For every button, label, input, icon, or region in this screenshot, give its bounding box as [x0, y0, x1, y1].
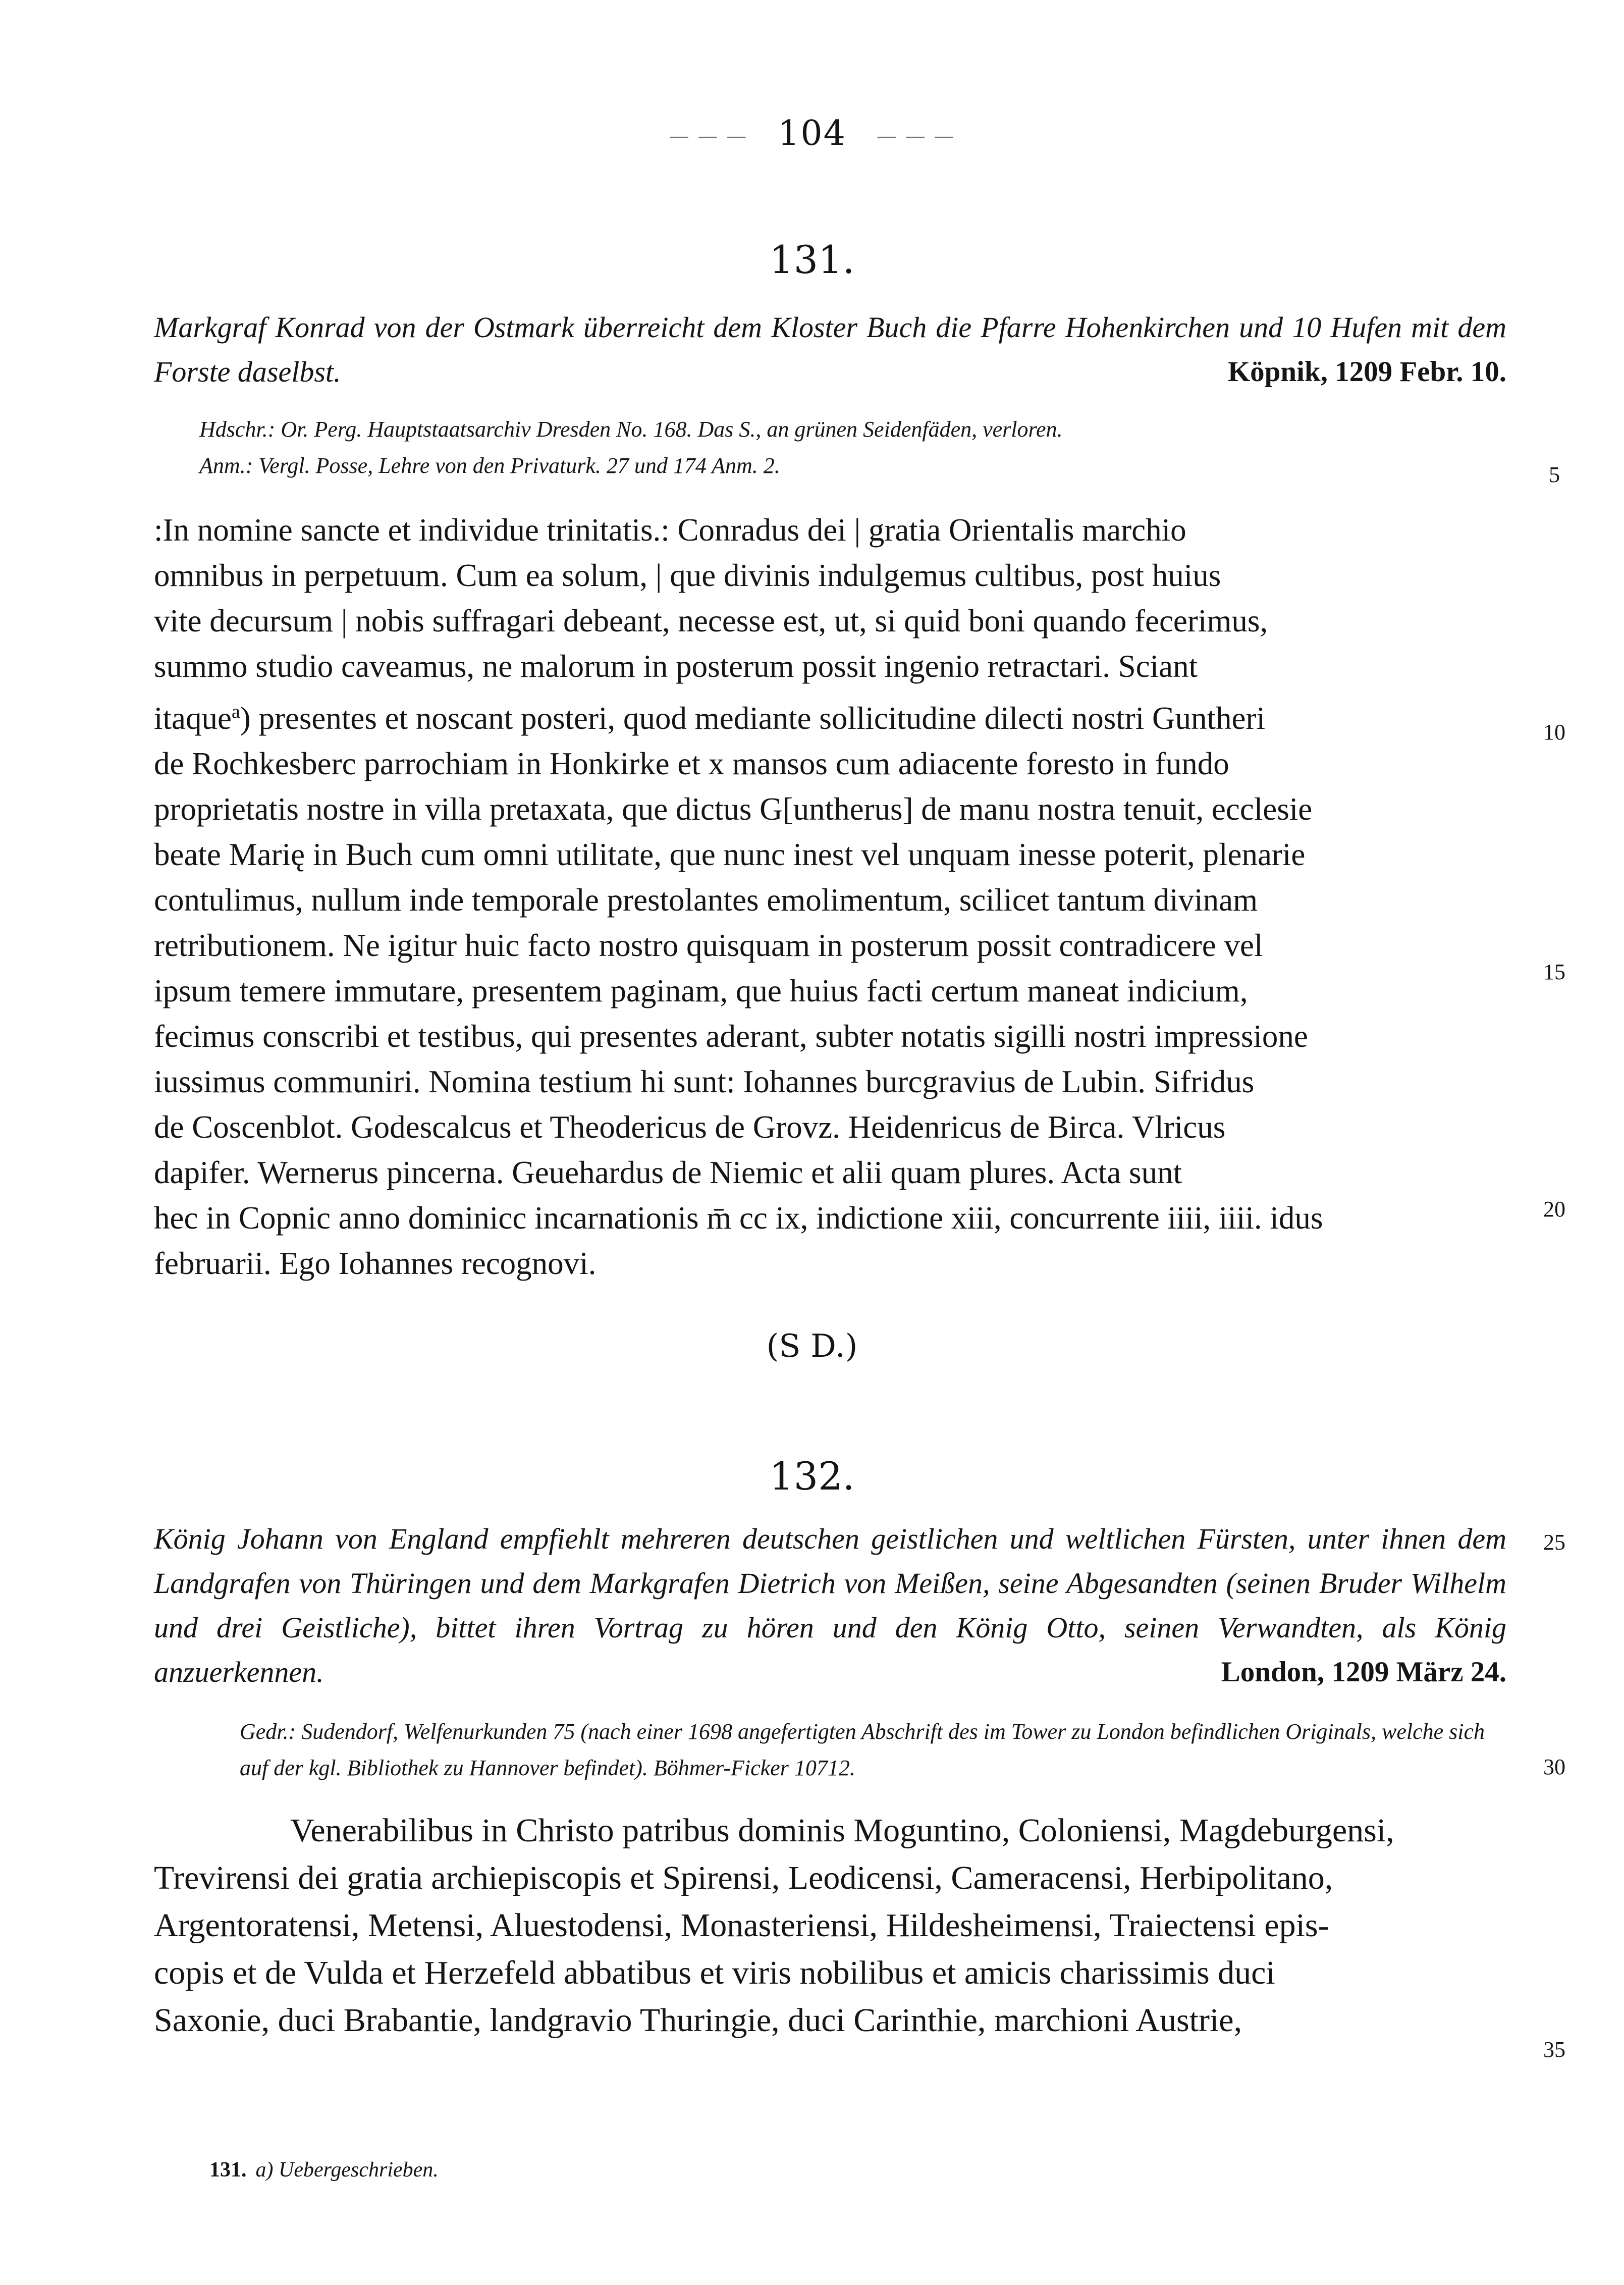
header-rule-left: — — —	[669, 124, 748, 148]
text-line: dapifer. Wernerus pincerna. Geuehardus de Niemic et alii quam plures. Acta sunt	[154, 1155, 1182, 1190]
footnote-text: a) Uebergeschrieben.	[255, 2158, 439, 2182]
note-line: Anm.: Vergl. Posse, Lehre von den Privaturk. 27 und 174 Anm. 2.	[199, 453, 780, 478]
document-number: 131.	[769, 237, 855, 282]
text-line: iussimus communiri. Nomina testium hi sunt: Iohannes burcgravius de Lubin. Sifridus	[154, 1064, 1255, 1099]
document-summary: Markgraf Konrad von der Ostmark überreicht dem Kloster Buch die Pfarre Hohenkirchen und 10 Hufen mit dem Forste daselbst. Köpnik, 1209 Febr. 10.	[154, 305, 1506, 394]
text-line: Argentoratensi, Metensi, Aluestodensi, Monasteriensi, Hildesheimensi, Traiectensi epis-	[154, 1907, 1329, 1944]
seal-note: (S D.)	[766, 1327, 858, 1364]
margin-line-number: 30	[1543, 1755, 1565, 1779]
text-line: proprietatis nostre in villa pretaxata, que dictus G[untherus] de manu nostra tenuit, ecclesie	[154, 791, 1313, 827]
manuscript-notes	[199, 411, 1506, 484]
text-line: beate Marię in Buch cum omni utilitate, que nunc inest vel unquam inesse poterit, plenarie	[154, 837, 1306, 872]
text-line: omnibus in perpetuum. Cum ea solum, | que divinis indulgemus cultibus, post huius	[154, 558, 1221, 593]
note-line: Gedr.: Sudendorf, Welfenurkunden 75 (nach einer 1698 angefertigten Abschrift des im Tower zu London befindlichen Originals, welche sich auf der kgl. Bibliothek zu Hannover befindet). Böhmer-Ficker 10712.	[240, 1719, 1485, 1780]
text-line: februarii. Ego Iohannes recognovi.	[154, 1246, 597, 1281]
text-line: copis et de Vulda et Herzefeld abbatibus et viris nobilibus et amicis charissimis duci	[154, 1954, 1275, 1991]
footnote	[209, 2158, 439, 2182]
dateline: Köpnik, 1209 Febr. 10.	[1227, 356, 1506, 388]
document-summary: König Johann von England empfiehlt mehreren deutschen geistlichen und weltlichen Fürsten, unter ihnen dem Landgrafen von Thüringen und dem Markgrafen Dietrich von Meißen, seine Abgesandten (seinen Bruder Wilhelm und drei Geistliche), bittet ihren Vortrag zu hören und den König Otto, seinen Verwandten, als König anzuerkennen. London, 1209 März 24.	[154, 1517, 1506, 1694]
text-line: ipsum temere immutare, presentem paginam, que huius facti certum maneat indicium,	[154, 973, 1248, 1008]
text-line: summo studio caveamus, ne malorum in posterum possit ingenio retractari. Sciant	[154, 649, 1198, 684]
text-line: contulimus, nullum inde temporale prestolantes emolimentum, scilicet tantum divinam	[154, 882, 1258, 918]
footnote-label: 131.	[209, 2158, 247, 2182]
text-line: de Coscenblot. Godescalcus et Theodericus de Grovz. Heidenricus de Birca. Vlricus	[154, 1109, 1226, 1145]
document-number: 132.	[769, 1454, 855, 1499]
document-text	[154, 1807, 1511, 2044]
header-rule-right: — — —	[876, 124, 955, 148]
footnote-marker: a	[231, 701, 240, 722]
margin-line-number: 15	[1543, 960, 1565, 984]
margin-line-number: 20	[1543, 1197, 1565, 1221]
text-line: de Rochkesberc parrochiam in Honkirke et x mansos cum adiacente foresto in fundo	[154, 746, 1229, 781]
margin-line-number: 10	[1543, 720, 1565, 745]
document-text	[154, 507, 1511, 1286]
text-line: vite decursum | nobis suffragari debeant, necesse est, ut, si quid boni quando fecerimus,	[154, 603, 1268, 639]
page-number: — — — 104 — — —	[669, 114, 955, 153]
text-line: :In nomine sancte et individue trinitatis.: Conradus dei | gratia Orientalis marchio	[154, 512, 1186, 548]
text-line: Saxonie, duci Brabantie, landgravio Thuringie, duci Carinthie, marchioni Austrie,	[154, 2002, 1242, 2039]
margin-line-number: 5	[1549, 462, 1560, 487]
print-notes	[240, 1714, 1506, 1786]
text-line: hec in Copnic anno dominicc incarnationis m̄ cc ix, indictione xiii, concurrente iiii, iiii. idus	[154, 1200, 1323, 1236]
text-line: Trevirensi dei gratia archiepiscopis et Spirensi, Leodicensi, Cameracensi, Herbipolitano,	[154, 1859, 1333, 1896]
text-line: Venerabilibus in Christo patribus dominis Moguntino, Coloniensi, Magdeburgensi,	[290, 1812, 1394, 1849]
margin-line-number: 35	[1543, 2037, 1565, 2062]
text-line: fecimus conscribi et testibus, qui presentes aderant, subter notatis sigilli nostri impressione	[154, 1019, 1308, 1054]
dateline: London, 1209 März 24.	[1221, 1656, 1506, 1688]
text-line: itaque$^a$) presentes et noscant posteri, quod mediante sollicitudine dilecti nostri Guntheri	[154, 701, 1265, 736]
text-line: retributionem. Ne igitur huic facto nostro quisquam in posterum possit contradicere vel	[154, 928, 1263, 963]
note-line: Hdschr.: Or. Perg. Hauptstaatsarchiv Dresden No. 168. Das S., an grünen Seidenfäden, verloren.	[199, 417, 1063, 442]
margin-line-number: 25	[1543, 1530, 1565, 1555]
